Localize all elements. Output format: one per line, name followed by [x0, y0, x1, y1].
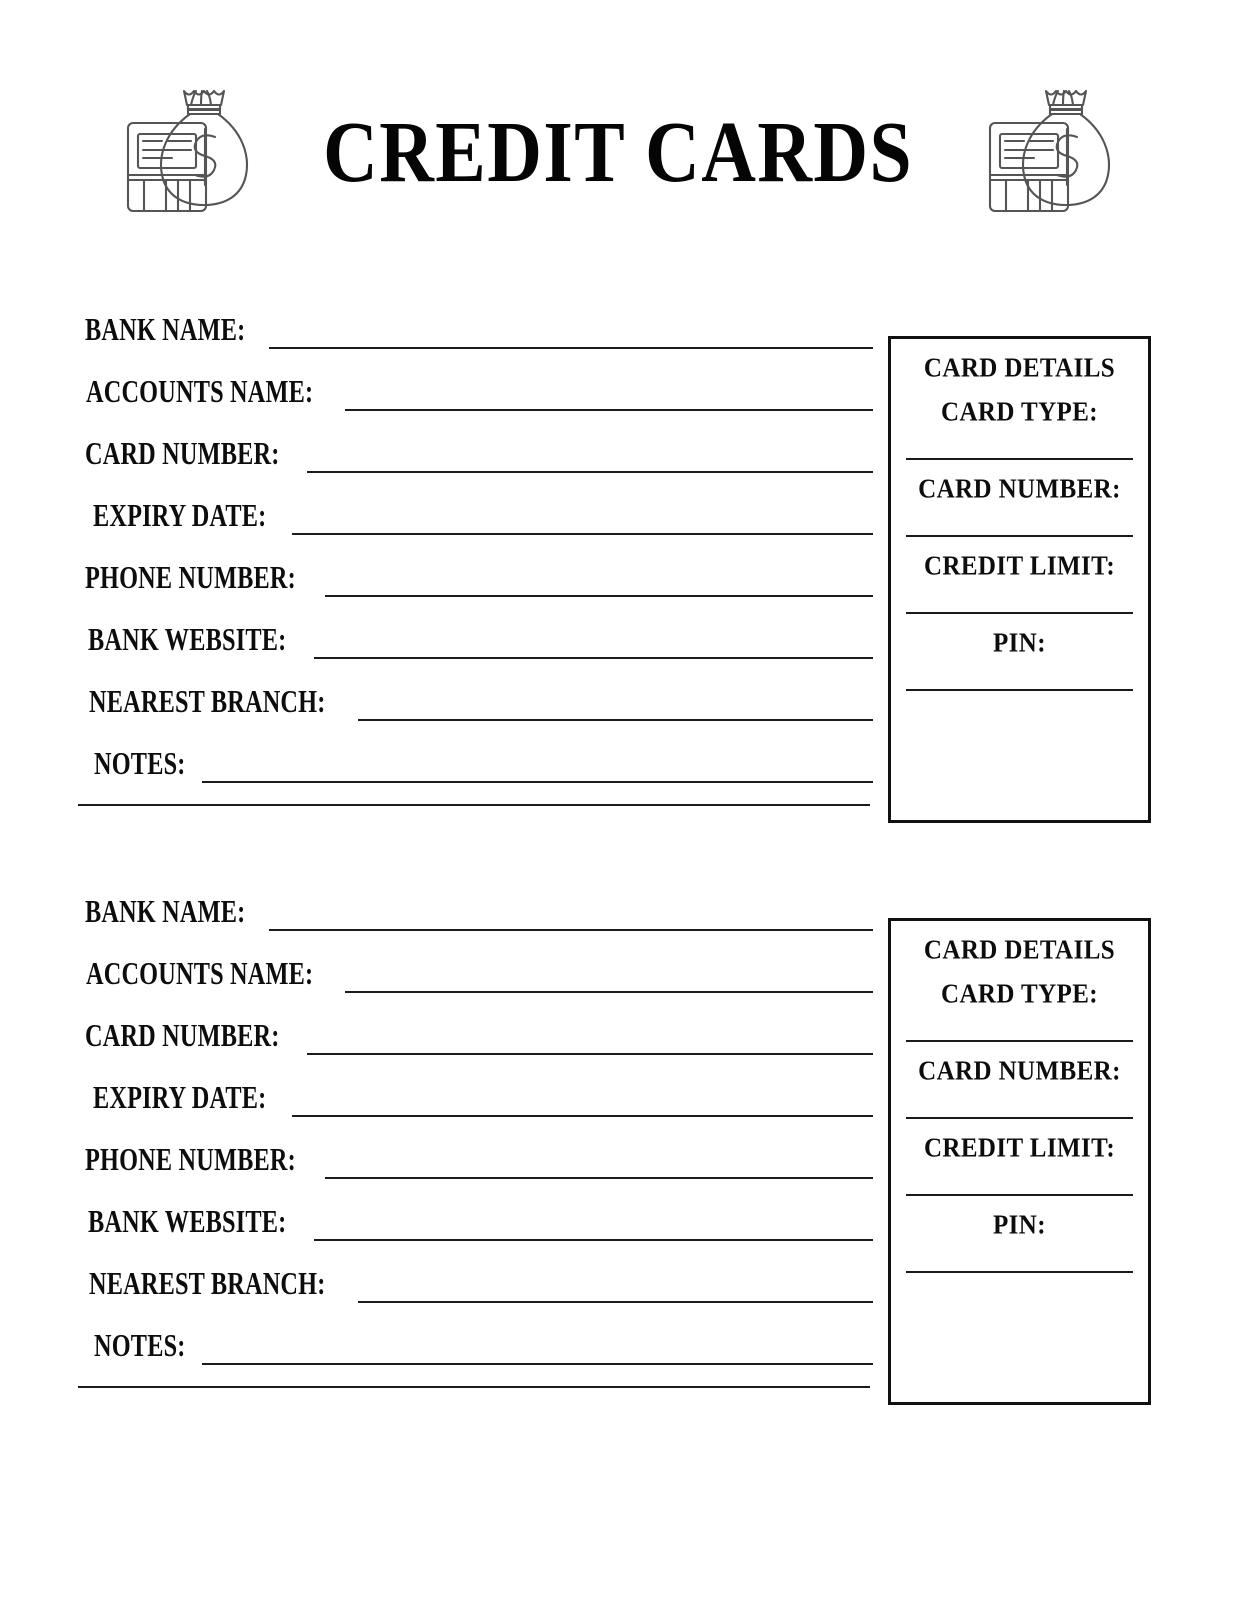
field-expiry-date[interactable] [78, 1060, 873, 1122]
field-label: NEAREST BRANCH: [89, 1265, 326, 1301]
notes-continuation-line[interactable] [78, 804, 870, 806]
field-label: BANK WEBSITE: [88, 1203, 287, 1239]
field-write-line[interactable] [269, 347, 873, 349]
detail-label: CREDIT LIMIT: [923, 1133, 1116, 1164]
field-label: BANK NAME: [85, 311, 246, 347]
field-label: ACCOUNTS NAME: [86, 373, 314, 409]
detail-label: CARD NUMBER: [918, 474, 1121, 505]
field-write-line[interactable] [358, 1301, 873, 1303]
field-card-number[interactable] [78, 416, 873, 478]
field-bank-name[interactable] [78, 874, 873, 936]
field-label: CARD NUMBER: [85, 435, 280, 471]
detail-label: CREDIT LIMIT: [923, 551, 1116, 582]
field-write-line[interactable] [307, 471, 873, 473]
entry-2-field-list [78, 874, 873, 1370]
field-write-line[interactable] [307, 1053, 873, 1055]
detail-write-line[interactable] [906, 1194, 1133, 1196]
detail-card-type[interactable] [891, 399, 1148, 460]
field-bank-website[interactable] [78, 602, 873, 664]
field-write-line[interactable] [325, 1177, 873, 1179]
money-bag-and-card-icon [984, 83, 1114, 221]
detail-label: CARD TYPE: [940, 979, 1098, 1010]
field-write-line[interactable] [345, 991, 873, 993]
field-write-line[interactable] [358, 719, 873, 721]
field-phone-number[interactable] [78, 1122, 873, 1184]
field-write-line[interactable] [314, 657, 873, 659]
field-card-number[interactable] [78, 998, 873, 1060]
money-bag-and-card-icon [122, 83, 252, 221]
page-header [0, 72, 1236, 232]
detail-write-line[interactable] [906, 535, 1133, 537]
detail-label: CARD TYPE: [940, 397, 1098, 428]
detail-label: CARD NUMBER: [918, 1056, 1121, 1087]
detail-write-line[interactable] [906, 612, 1133, 614]
notes-continuation-line[interactable] [78, 1386, 870, 1388]
field-label: EXPIRY DATE: [93, 497, 267, 533]
detail-card-type[interactable] [891, 981, 1148, 1042]
field-label: EXPIRY DATE: [93, 1079, 267, 1115]
card-details-title: CARD DETAILS [923, 353, 1116, 384]
field-label: PHONE NUMBER: [85, 1141, 296, 1177]
field-write-line[interactable] [292, 1115, 873, 1117]
detail-write-line[interactable] [906, 689, 1133, 691]
detail-pin[interactable] [891, 1212, 1148, 1273]
detail-label: PIN: [993, 628, 1046, 659]
card-details-box [888, 918, 1151, 1405]
card-details-title: CARD DETAILS [923, 935, 1116, 966]
field-bank-website[interactable] [78, 1184, 873, 1246]
field-bank-name[interactable] [78, 292, 873, 354]
field-accounts-name[interactable] [78, 936, 873, 998]
field-label: BANK NAME: [85, 893, 246, 929]
field-accounts-name[interactable] [78, 354, 873, 416]
field-label: PHONE NUMBER: [85, 559, 296, 595]
field-label: NOTES: [94, 1327, 186, 1363]
field-notes[interactable] [78, 726, 873, 788]
field-write-line[interactable] [325, 595, 873, 597]
detail-card-number[interactable] [891, 476, 1148, 537]
field-write-line[interactable] [202, 781, 873, 783]
field-write-line[interactable] [202, 1363, 873, 1365]
detail-credit-limit[interactable] [891, 553, 1148, 614]
card-details-box [888, 336, 1151, 823]
field-label: NOTES: [94, 745, 186, 781]
field-write-line[interactable] [314, 1239, 873, 1241]
detail-pin[interactable] [891, 630, 1148, 691]
field-write-line[interactable] [269, 929, 873, 931]
field-nearest-branch[interactable] [78, 664, 873, 726]
field-write-line[interactable] [345, 409, 873, 411]
detail-write-line[interactable] [906, 1117, 1133, 1119]
detail-credit-limit[interactable] [891, 1135, 1148, 1196]
detail-label: PIN: [993, 1210, 1046, 1241]
field-phone-number[interactable] [78, 540, 873, 602]
field-label: CARD NUMBER: [85, 1017, 280, 1053]
detail-write-line[interactable] [906, 458, 1133, 460]
field-notes[interactable] [78, 1308, 873, 1370]
field-write-line[interactable] [292, 533, 873, 535]
field-label: ACCOUNTS NAME: [86, 955, 314, 991]
detail-write-line[interactable] [906, 1271, 1133, 1273]
page-title: CREDIT CARDS [323, 102, 913, 201]
field-expiry-date[interactable] [78, 478, 873, 540]
detail-write-line[interactable] [906, 1040, 1133, 1042]
detail-card-number[interactable] [891, 1058, 1148, 1119]
field-label: BANK WEBSITE: [88, 621, 287, 657]
field-label: NEAREST BRANCH: [89, 683, 326, 719]
field-nearest-branch[interactable] [78, 1246, 873, 1308]
entry-1-field-list [78, 292, 873, 788]
